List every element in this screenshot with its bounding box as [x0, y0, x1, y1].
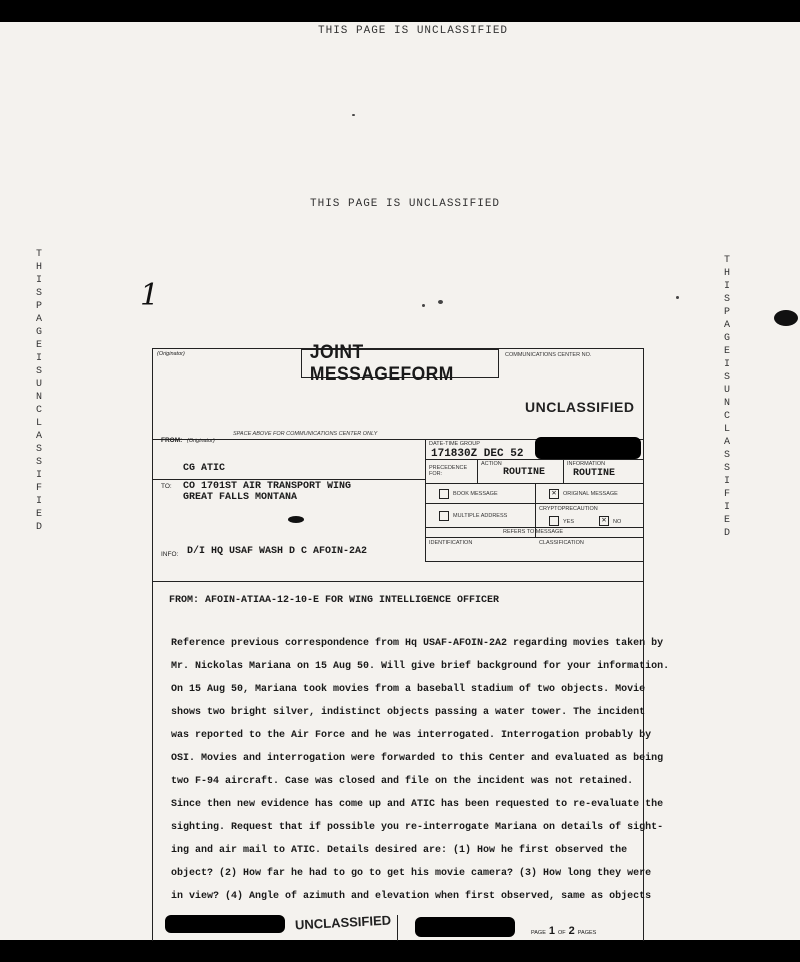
page-label: PAGE	[531, 930, 546, 936]
footer-classification-stamp: UNCLASSIFIED	[294, 912, 392, 933]
scan-speck	[438, 300, 443, 304]
identification-label: IDENTIFICATION	[429, 540, 473, 546]
unclassified-vertical-left: T H I S P A G E I S U N C L A S S I F I E D	[35, 249, 42, 533]
rule	[425, 561, 643, 562]
unclassified-stamp-middle: THIS PAGE IS UNCLASSIFIED	[310, 198, 501, 210]
rule	[397, 915, 398, 941]
crypto-yes-label: YES	[563, 519, 575, 525]
original-message-checkbox[interactable]: ✕	[549, 489, 559, 499]
scan-blot	[774, 310, 798, 326]
page-counter	[531, 925, 596, 937]
redaction	[165, 915, 285, 933]
scan-border-top	[0, 0, 800, 22]
to-line-1: CO 1701ST AIR TRANSPORT WING	[183, 481, 352, 492]
classification-label: CLASSIFICATION	[539, 540, 584, 546]
from-originator-label: (Originator)	[187, 438, 215, 444]
form-title: JOINT MESSAGEFORM	[309, 341, 454, 385]
rule	[425, 503, 643, 504]
rule	[425, 483, 643, 484]
joint-messageform	[152, 341, 670, 941]
scan-speck	[352, 114, 355, 116]
from-label: FROM:	[161, 437, 183, 444]
of-label: OF	[558, 930, 566, 936]
classification-stamp: UNCLASSIFIED	[525, 399, 635, 415]
to-line-2: GREAT FALLS MONTANA	[183, 492, 298, 503]
to-label: TO:	[161, 483, 172, 490]
action-value: ROUTINE	[503, 467, 546, 478]
rule	[153, 581, 643, 582]
rule	[477, 459, 478, 483]
space-above-label: SPACE ABOVE FOR COMMUNICATIONS CENTER ONLY	[233, 431, 378, 437]
comm-center-no-label: COMMUNICATIONS CENTER NO.	[505, 352, 592, 358]
from-value: CG ATIC	[183, 463, 226, 474]
body-line: two F-94 aircraft. Case was closed and file on the incident was not retained.	[171, 776, 634, 787]
originator-label: (Originator)	[157, 351, 185, 357]
crypto-no-checkbox[interactable]: ✕	[599, 516, 609, 526]
scan-border-bottom	[0, 940, 800, 962]
body-line: in view? (4) Angle of azimuth and elevation when first observed, same as objects	[171, 891, 652, 902]
body-line: Reference previous correspondence from Hq USAF-AFOIN-2A2 regarding movies taken by	[171, 638, 664, 649]
information-value: ROUTINE	[573, 468, 616, 479]
rule	[425, 459, 643, 460]
body-line: object? (2) How far he had to go to get his movie camera? (3) How long they were	[171, 868, 652, 879]
body-line: shows two bright silver, indistinct objects passing a water tower. The incident	[171, 707, 646, 718]
info-label: INFO:	[161, 551, 179, 558]
body-line: Mr. Nickolas Mariana on 15 Aug 50. Will give brief background for your information.	[171, 661, 670, 672]
dtg-label: DATE-TIME GROUP	[429, 441, 480, 447]
unclassified-vertical-right: T H I S P A G E I S U N C L A S S I F I E D	[723, 255, 730, 539]
rule	[425, 439, 426, 561]
redaction	[535, 437, 641, 459]
handwritten-mark: 1	[140, 278, 160, 313]
body-line: OSI. Movies and interrogation were forwarded to this Center and evaluated as being	[171, 753, 664, 764]
crypto-no-label: NO	[613, 519, 622, 525]
scan-speck	[676, 296, 679, 299]
book-message-checkbox[interactable]	[439, 489, 449, 499]
body-line: Since then new evidence has come up and ATIC has been requested to re-evaluate the	[171, 799, 664, 810]
body-line: sighting. Request that if possible you re-interrogate Mariana on details of sight-	[171, 822, 664, 833]
action-label: ACTION	[481, 461, 502, 467]
refers-to-message-label: REFERS TO MESSAGE	[503, 529, 564, 535]
original-message-label: ORIGINAL MESSAGE	[563, 491, 618, 497]
redaction	[415, 917, 515, 937]
rule	[425, 537, 643, 538]
body-line: ing and air mail to ATIC. Details desired are: (1) How he first observed the	[171, 845, 628, 856]
dtg-value: 171830Z DEC 52	[431, 448, 524, 460]
crypto-yes-checkbox[interactable]	[549, 516, 559, 526]
multiple-address-label: MULTIPLE ADDRESS	[453, 513, 508, 519]
scan-speck	[422, 304, 425, 307]
rule	[153, 479, 425, 480]
from-line: FROM: AFOIN-ATIAA-12-10-E FOR WING INTELLIGENCE OFFICER	[169, 595, 500, 606]
page-total: 2	[568, 925, 575, 937]
precedence-label: PRECEDENCE FOR:	[429, 465, 468, 477]
cryptoprecaution-label: CRYPTOPRECAUTION	[539, 506, 598, 512]
pages-label: PAGES	[577, 930, 597, 936]
form-title-box	[301, 341, 499, 385]
book-message-label: BOOK MESSAGE	[453, 491, 498, 497]
body-line: On 15 Aug 50, Mariana took movies from a baseball stadium of two objects. Movie	[171, 684, 646, 695]
rule	[563, 459, 564, 483]
unclassified-stamp-top: THIS PAGE IS UNCLASSIFIED	[318, 25, 509, 37]
page-number: 1	[548, 925, 556, 937]
rule	[425, 527, 643, 528]
information-label: INFORMATION	[567, 461, 606, 467]
info-value: D/I HQ USAF WASH D C AFOIN-2A2	[187, 546, 368, 557]
multiple-address-checkbox[interactable]	[439, 511, 449, 521]
body-line: was reported to the Air Force and he was interrogated. Interrogation probably by	[171, 730, 652, 741]
